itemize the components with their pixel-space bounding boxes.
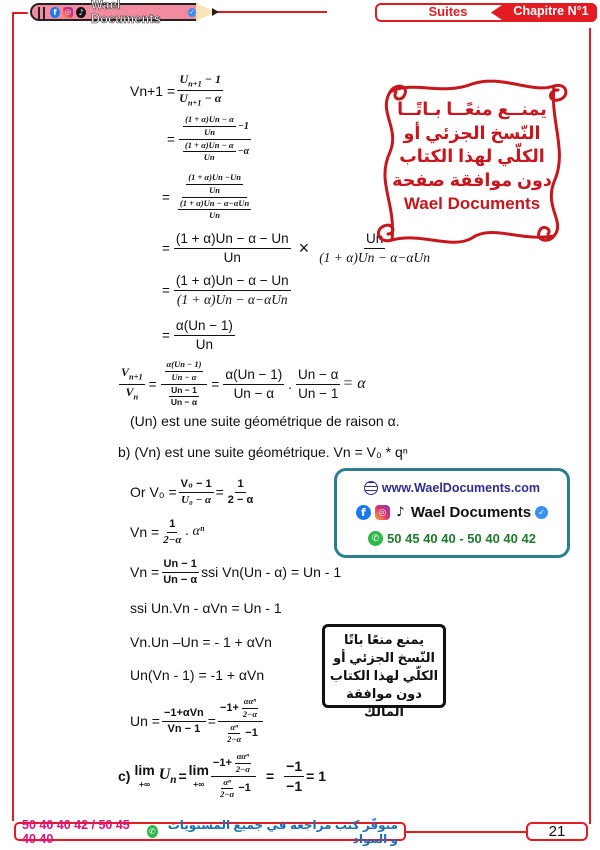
fraction-text: −1+ xyxy=(219,701,239,714)
fraction-numerator: 1 xyxy=(167,518,177,533)
equation-step-3 xyxy=(160,173,257,221)
fraction-text: (1 + α)Un − α xyxy=(183,115,236,127)
fraction-numerator: α(Un − 1) xyxy=(174,318,235,336)
notice-line: دون موافقة صفحة xyxy=(392,169,552,190)
website-row xyxy=(337,481,567,495)
instagram-icon: ◎ xyxy=(64,8,72,16)
fraction-text: − α xyxy=(201,91,222,106)
fraction-denominator: −1 xyxy=(286,777,303,794)
equation-un xyxy=(130,697,265,745)
tiktok-icon: ♪ xyxy=(396,505,405,520)
fraction-text: ααⁿ xyxy=(235,752,251,764)
fraction-numerator: α(Un − 1) xyxy=(223,367,284,385)
fraction-text: −1 xyxy=(237,120,249,132)
facebook-icon: f xyxy=(356,505,371,520)
fraction-numerator: −1 xyxy=(284,758,304,776)
limit-result: = 1 xyxy=(306,768,326,785)
part-b-heading: b) (Vn) est une suite géométrique. Vn = V₀ * qⁿ xyxy=(118,444,408,460)
copyright-notice-red xyxy=(372,72,572,252)
times-sign: × xyxy=(298,237,310,258)
fraction-text: αⁿ xyxy=(221,778,233,790)
fraction-text: (1 + α)Un − α−αUn xyxy=(178,199,251,211)
equation-result: = α xyxy=(342,375,366,393)
fraction-numerator: (1 + α)Un − α − Un xyxy=(174,273,291,291)
equals-sign: = xyxy=(211,376,220,392)
website-link[interactable]: www.WaelDocuments.com xyxy=(381,481,541,495)
notice-line: دون موافقة المالك xyxy=(346,686,422,719)
equation-step-6 xyxy=(160,318,237,352)
verified-icon: ✓ xyxy=(535,506,548,519)
fraction-text: 2−α xyxy=(227,734,242,745)
equals-sign: = xyxy=(148,376,157,392)
notice-line: النّسخ الجزئي أو xyxy=(333,650,435,665)
fraction-text: αⁿ xyxy=(228,723,240,735)
globe-icon xyxy=(364,481,378,495)
section-title: Suites xyxy=(428,4,468,19)
footer-banner xyxy=(14,817,406,846)
part-c-label: c) xyxy=(118,768,131,785)
equation-lhs: Un = xyxy=(130,713,160,730)
contact-card xyxy=(334,468,570,558)
pencil-ring xyxy=(38,7,40,21)
notice-brand: Wael Documents xyxy=(403,194,541,213)
equals-sign: = xyxy=(162,327,170,343)
fraction-denominator: 2 − α xyxy=(227,493,254,506)
equation-v0 xyxy=(130,478,257,506)
fraction-text: (1 + α)Un −Un xyxy=(186,173,243,185)
footer-ad-text: متوفّر كتب مراجعة في جميع المستويات و المواد xyxy=(167,817,398,846)
fraction-text: V xyxy=(125,384,134,399)
fraction-denominator: Un xyxy=(223,249,241,265)
fraction-text: −1+ xyxy=(212,756,232,769)
fraction-text: 2−α xyxy=(220,789,235,800)
equation-vn1 xyxy=(130,73,225,108)
social-row xyxy=(337,504,567,521)
fraction-text: −1 xyxy=(245,727,258,740)
fraction xyxy=(177,73,223,108)
fraction-denominator: U₀ − α xyxy=(181,493,212,506)
fraction-denominator: (1 + α)Un − α−αUn xyxy=(319,249,431,265)
fraction-numerator: 1 xyxy=(235,478,245,493)
equation-tail: ssi Vn(Un - α) = Un - 1 xyxy=(201,564,342,581)
fraction-text: 2−α xyxy=(242,708,258,719)
fraction-denominator: Un − 1 xyxy=(298,385,339,401)
fraction-text: U xyxy=(179,91,188,106)
footer-phones: 50 40 40 42 / 50 45 40 40 xyxy=(22,817,130,846)
notice-line: النّسخ الجزئي أو xyxy=(403,122,541,143)
whatsapp-icon: ✆ xyxy=(147,825,158,838)
fraction-denominator: Un − α xyxy=(163,573,198,586)
equals-sign: = xyxy=(207,713,216,730)
fraction-text: Un − 1 xyxy=(169,386,199,398)
fraction-text: ααⁿ xyxy=(242,697,258,709)
equals-sign: = xyxy=(162,189,170,205)
lim-subscript: +∞ xyxy=(139,779,151,790)
fraction-text: Un − α xyxy=(170,397,198,408)
equals-sign: = xyxy=(167,131,175,147)
pencil-lead xyxy=(212,8,219,16)
equation-vn-explicit xyxy=(130,518,204,546)
verified-icon: ✓ xyxy=(189,8,195,16)
equals-sign: = xyxy=(265,768,275,785)
equation-limit xyxy=(118,752,326,800)
equation-lhs: Vn = xyxy=(130,524,160,541)
notice-line: يمنع منعًا باتًا xyxy=(343,632,425,647)
instagram-icon: ◎ xyxy=(375,505,390,520)
page-frame-right xyxy=(589,28,591,824)
page-frame-bottom xyxy=(404,831,528,833)
fraction-text: U xyxy=(179,72,189,86)
fraction-numerator: Un − α xyxy=(296,367,340,385)
conclusion-a: (Un) est une suite géométrique de raison α. xyxy=(130,413,400,429)
chapter-label: Chapitre N°1 xyxy=(513,4,589,18)
phone-row xyxy=(337,531,567,546)
equation-step-2 xyxy=(165,115,253,163)
fraction-text: V xyxy=(121,365,130,380)
compound-fraction xyxy=(179,115,251,163)
fraction-denominator: Un − α xyxy=(233,385,275,401)
fraction-numerator: V₀ − 1 xyxy=(179,478,214,493)
notice-line: الكلّي لهذا الكتاب xyxy=(329,668,439,683)
brand-name: Wael Documents xyxy=(91,0,161,26)
equation-ssi: ssi Un.Vn - αVn = Un - 1 xyxy=(130,600,282,616)
equals-sign: = xyxy=(215,484,224,501)
fraction-text: Un − α xyxy=(171,371,197,382)
fraction-numerator: Un xyxy=(364,231,385,249)
copyright-notice-black xyxy=(322,624,446,719)
brand-pencil-banner xyxy=(22,0,218,26)
equation-vn-def xyxy=(130,558,341,586)
facebook-icon: f xyxy=(50,7,60,18)
fraction-text: Un xyxy=(209,184,221,195)
subscript: n+1 xyxy=(188,79,202,89)
equals-sign: = xyxy=(162,240,170,256)
fraction-text: 2−α xyxy=(235,763,250,774)
page-number: 21 xyxy=(526,822,588,841)
fraction-text: α(Un − 1) xyxy=(165,360,204,372)
equals-sign: = xyxy=(178,768,187,785)
phone-numbers: 50 45 40 40 - 50 40 40 42 xyxy=(387,531,536,546)
page-frame-top xyxy=(215,11,327,13)
equation-vnun: Vn.Un –Un = - 1 + αVn xyxy=(130,634,272,650)
fraction-numerator: −1+αVn xyxy=(162,707,206,722)
variable: U xyxy=(158,765,171,783)
lim-operator: lim xyxy=(188,762,209,779)
fraction-numerator: (1 + α)Un − α − Un xyxy=(174,231,291,249)
fraction-denominator: Vn − 1 xyxy=(167,722,201,735)
subscript: n+1 xyxy=(187,98,202,108)
fraction-text: − 1 xyxy=(201,72,222,86)
dot-operator: . xyxy=(288,376,293,392)
equals-sign: = xyxy=(162,282,170,298)
fraction-text: (1 + α)Un − α xyxy=(183,141,236,153)
page-frame-left xyxy=(12,13,14,821)
fraction-numerator: Un − 1 xyxy=(162,558,199,573)
social-name: Wael Documents xyxy=(410,504,532,521)
subscript: n+1 xyxy=(129,372,143,382)
whatsapp-icon: ✆ xyxy=(368,531,383,546)
equation-lhs: Or V₀ = xyxy=(130,484,177,501)
equation-tail: . αⁿ xyxy=(185,524,205,540)
subscript: n xyxy=(133,391,139,401)
equation-step-5 xyxy=(160,273,293,307)
lim-operator: lim xyxy=(134,762,155,779)
equation-lhs: Vn = xyxy=(130,564,160,581)
fraction-text: −1 xyxy=(238,782,251,795)
fraction-denominator: Un xyxy=(195,336,213,352)
fraction-text: Un xyxy=(203,152,215,163)
compound-fraction xyxy=(174,173,255,221)
notice-line: يمنــع منعًــا بـاتًــا xyxy=(397,99,547,119)
notice-line: الكلّي لهذا الكتاب xyxy=(399,146,545,166)
equation-ratio xyxy=(117,360,366,408)
lim-subscript: +∞ xyxy=(193,779,205,790)
fraction-text: −α xyxy=(237,146,250,158)
subscript: n xyxy=(170,774,177,787)
equation-unvn: Un(Vn - 1) = -1 + αVn xyxy=(130,667,265,683)
equation-lhs: Vn+1 = xyxy=(130,82,176,99)
fraction-denominator: (1 + α)Un − α−αUn xyxy=(176,291,288,307)
fraction-text: Un xyxy=(209,210,221,221)
pencil-body xyxy=(30,0,198,26)
pencil-ring xyxy=(43,7,45,21)
fraction-text: Un xyxy=(204,126,215,137)
fraction-denominator: 2−α xyxy=(163,533,182,546)
tiktok-icon: ♪ xyxy=(76,7,86,18)
